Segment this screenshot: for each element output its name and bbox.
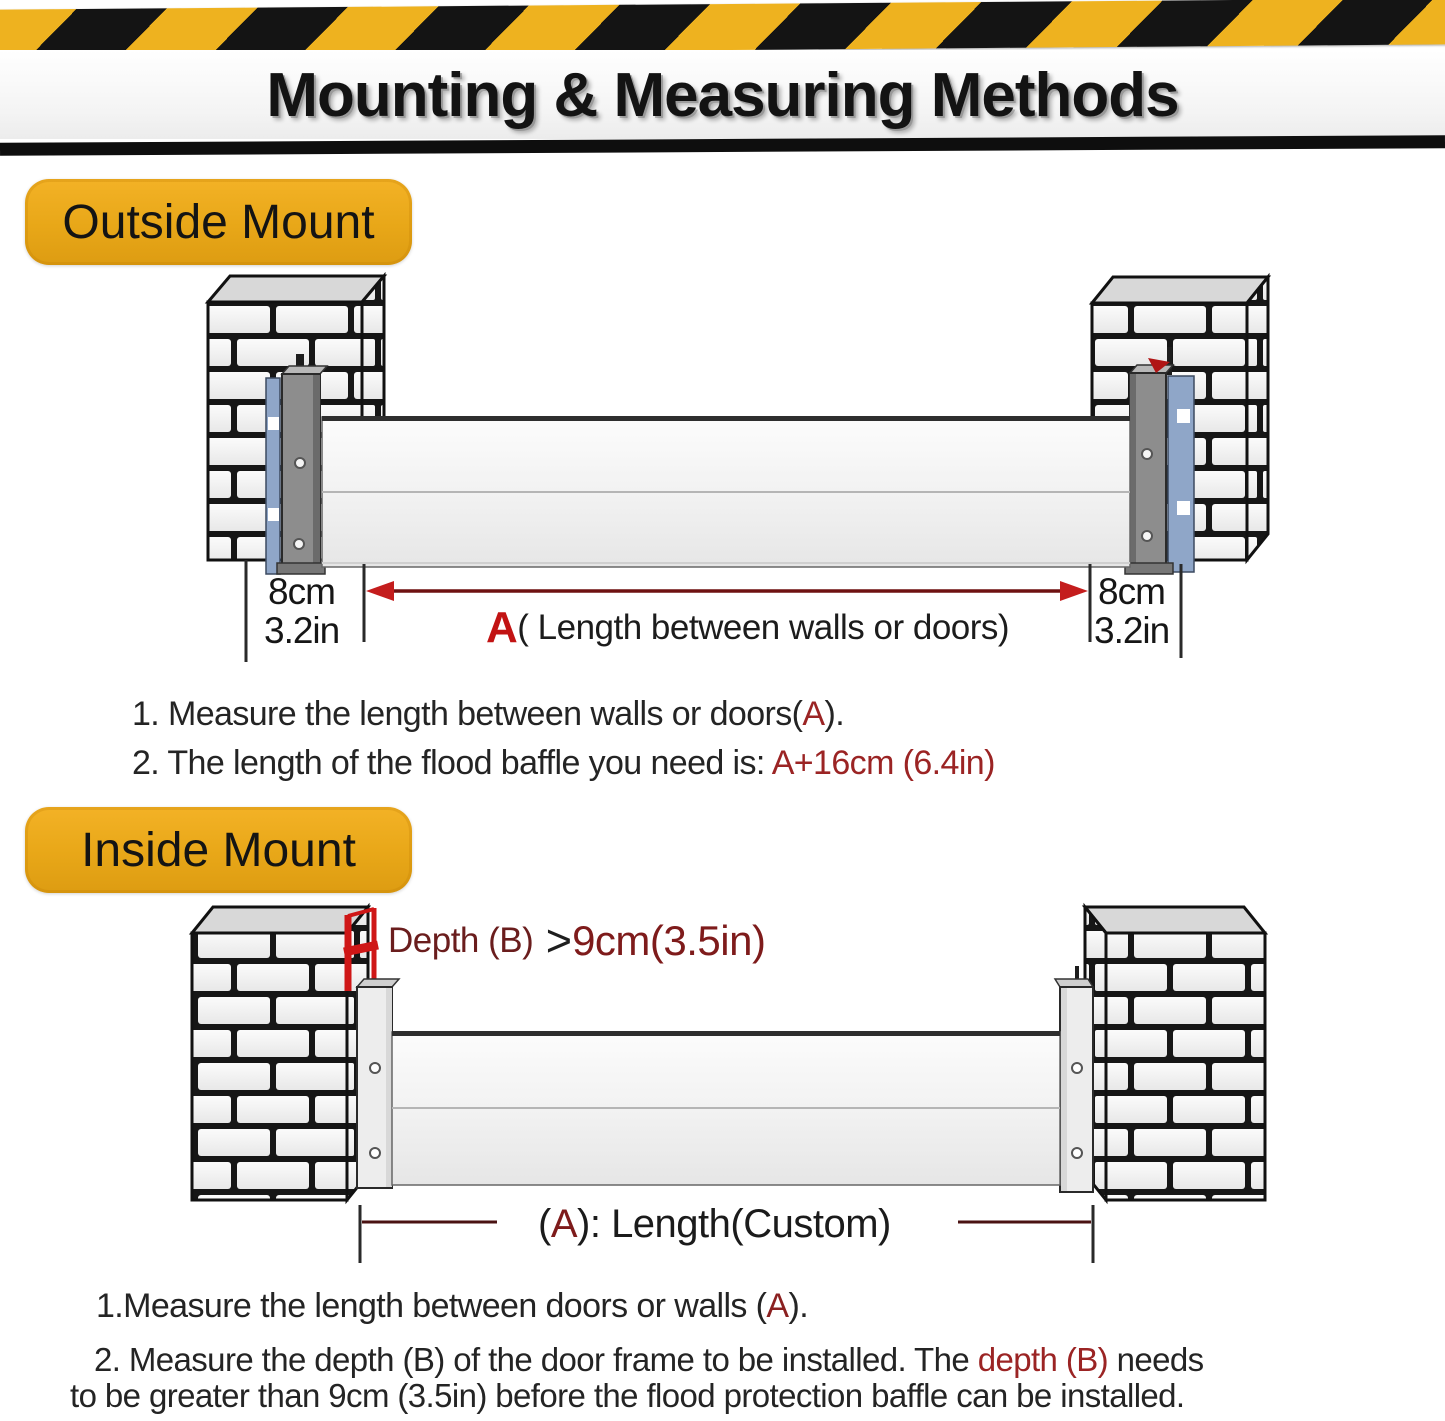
left-offset-in-label: 3.2in (264, 610, 340, 651)
pillar-top-face (1085, 907, 1265, 933)
bracket-edge-shade (313, 375, 320, 571)
outside-step-2-formula: A+16cm (6.4in) (771, 744, 995, 782)
bracket-top-bevel (282, 366, 327, 374)
custom-length-label (538, 1202, 891, 1247)
length-label-rest: ): Length(Custom) (577, 1202, 891, 1246)
pillar-top-face (1092, 277, 1268, 303)
blue-seal-strip (266, 378, 280, 574)
outside-mount-badge-label: Outside Mount (62, 195, 375, 249)
left-offset-cm-label: 8cm (268, 571, 335, 612)
inside-step-1 (96, 1287, 808, 1326)
inside-left-pillar (192, 907, 399, 1200)
seal-notch (1177, 501, 1190, 515)
outside-step-1-text: 1. Measure the length between walls or doors( (132, 695, 803, 733)
barrier-top-edge (392, 1031, 1060, 1036)
length-label-a: A (550, 1202, 578, 1246)
depth-requirement-label (388, 915, 765, 967)
outside-mount-badge (25, 179, 412, 265)
inside-mount-badge-label: Inside Mount (81, 823, 356, 877)
seal-notch (1177, 409, 1190, 423)
pillar-top-face (208, 276, 384, 302)
barrier-top-edge (322, 416, 1130, 421)
inside-step-2-depth: depth (B) (977, 1341, 1109, 1378)
hazard-stripe-band (0, 0, 1445, 56)
seal-notch (268, 508, 279, 521)
inside-step-1-text: 1.Measure the length between doors or walls ( (96, 1287, 767, 1325)
inside-step-3: to be greater than 9cm (3.5in) before the flood protection baffle can be installed. (70, 1377, 1185, 1414)
span-arrowhead-right (1060, 581, 1088, 601)
outside-flood-barrier-panel (322, 416, 1130, 567)
channel-top-bevel (357, 979, 399, 987)
pillar-top-face (192, 907, 368, 933)
depth-label-value: 9cm(3.5in) (572, 917, 766, 964)
inside-step-2-text: 2. Measure the depth (B) of the door frame to be installed. The (94, 1341, 978, 1378)
pillar-front-face (192, 933, 347, 1200)
bracket-top-bevel (1130, 365, 1173, 373)
screw-hole (1072, 1063, 1082, 1073)
outside-step-2-text: 2. The length of the flood baffle you need is: (132, 744, 772, 782)
length-label-open: ( (538, 1202, 551, 1246)
channel-top-bevel (1055, 979, 1093, 987)
screw-hole (1072, 1148, 1082, 1158)
blue-seal-strip (1168, 376, 1194, 572)
outside-step-1-a: A (802, 695, 825, 733)
channel-edge-shade (1061, 988, 1067, 1191)
seal-notch (268, 417, 279, 430)
screw-hole (370, 1148, 380, 1158)
inside-step-2-end: needs (1108, 1341, 1204, 1378)
screw-hole (370, 1063, 380, 1073)
screw-hole (295, 458, 305, 468)
outside-step-1-end: ). (824, 695, 845, 733)
outside-step-2 (132, 744, 995, 783)
channel-edge-shade (386, 988, 392, 1187)
depth-label-gt: > (533, 915, 573, 966)
span-length-text: ( Length between walls or doors) (517, 608, 1010, 647)
screw-hole (294, 539, 304, 549)
pillar-front-face (1106, 933, 1265, 1200)
span-length-a: A (486, 603, 518, 652)
inside-step-1-a: A (766, 1287, 789, 1325)
inside-step-1-end: ). (788, 1287, 809, 1325)
outside-step-1 (132, 695, 844, 734)
screw-hole (1142, 449, 1152, 459)
right-offset-cm-label: 8cm (1098, 571, 1165, 612)
page-title: Mounting & Measuring Methods (266, 61, 1179, 130)
pillar-side-face (1247, 277, 1268, 560)
inside-flood-barrier-panel (392, 1031, 1060, 1185)
inside-step-2 (94, 1341, 1204, 1379)
bracket-edge-shade (1130, 374, 1136, 571)
right-offset-in-label: 3.2in (1094, 610, 1170, 651)
span-arrowhead-left (366, 581, 394, 601)
inside-right-pillar (1055, 907, 1265, 1200)
depth-label-name: Depth (B) (388, 921, 534, 960)
inside-mount-badge (25, 807, 412, 893)
span-length-label (486, 603, 1009, 653)
screw-hole (1142, 531, 1152, 541)
